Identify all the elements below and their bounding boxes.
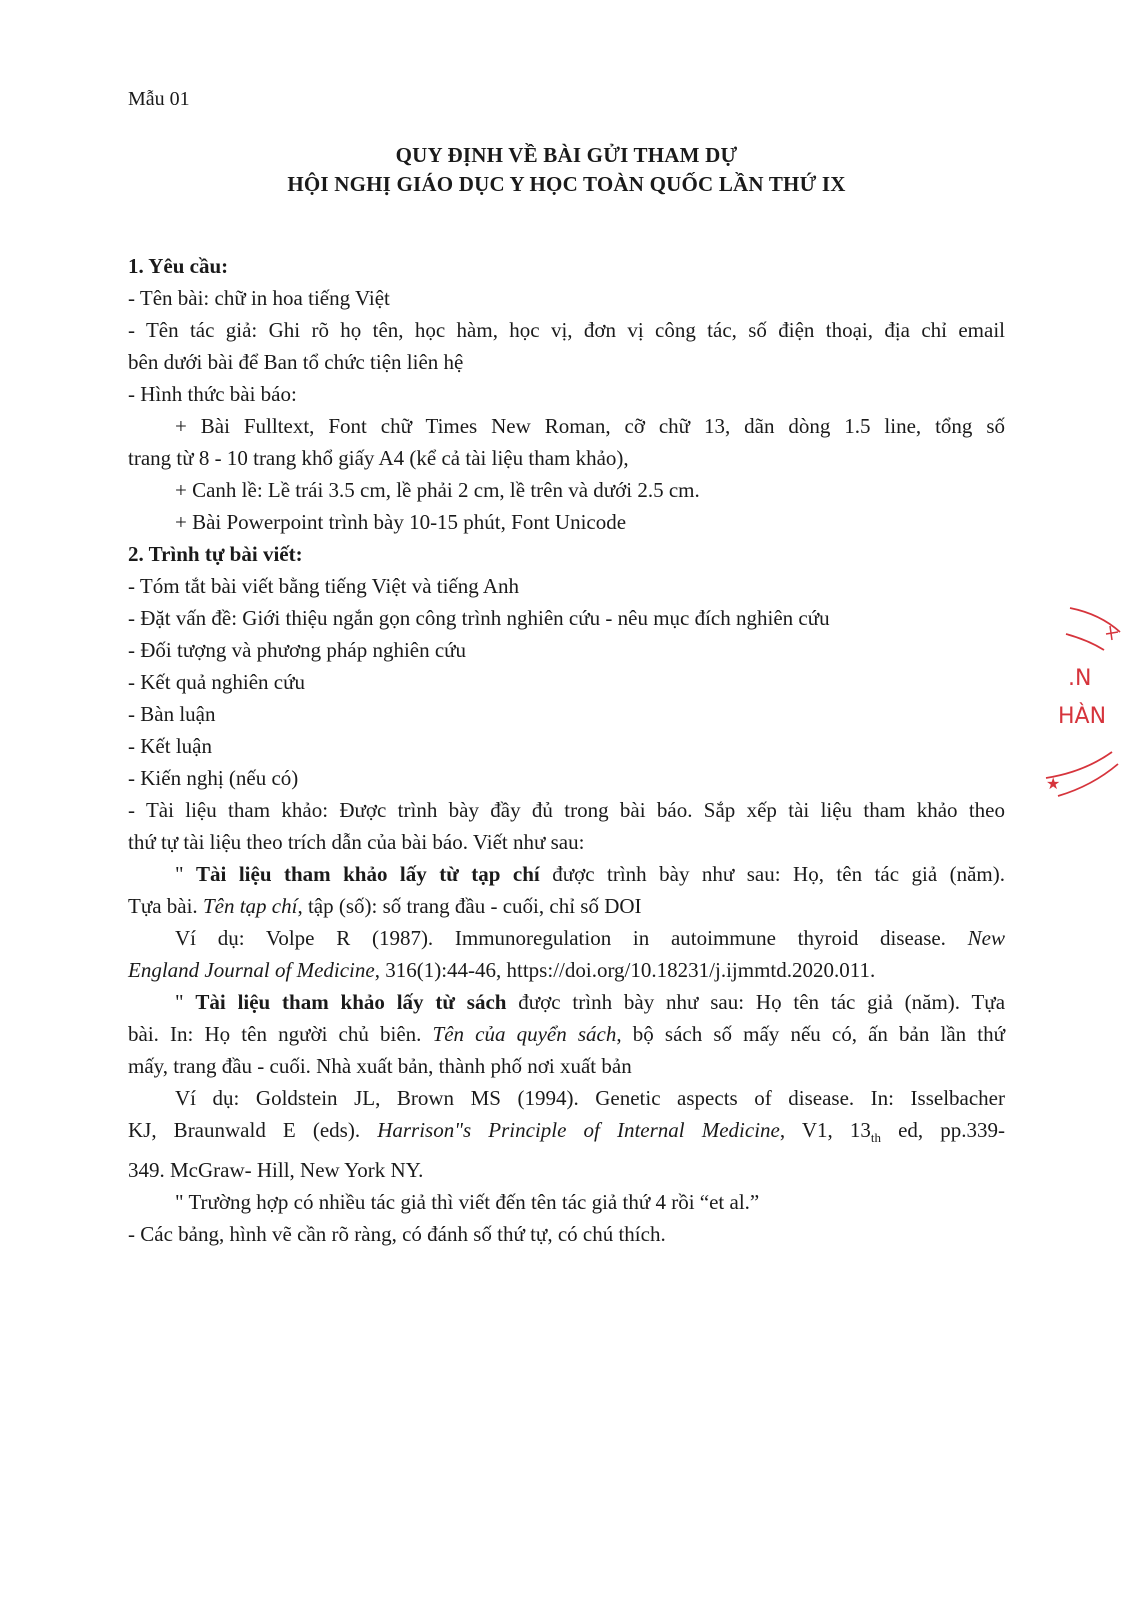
book-rule-quote: "	[175, 990, 196, 1014]
stamp-text-2: HÀN	[1058, 704, 1107, 729]
journal-example-italic2: England Journal of Medicine	[128, 958, 375, 982]
order-results: - Kết quả nghiên cứu	[128, 670, 305, 694]
order-methods: - Đối tượng và phương pháp nghiên cứu	[128, 638, 467, 662]
book-example-cont	[128, 1114, 1005, 1154]
requirement-title: - Tên bài: chữ in hoa tiếng Việt	[128, 286, 390, 310]
stamp-text-1: .N	[1068, 666, 1092, 691]
journal-example-text: Ví dụ: Volpe R (1987). Immunoregulation in autoimmune thyroid disease.	[175, 926, 968, 950]
journal-example-italic: New	[967, 926, 1005, 950]
journal-rule-text2: Tựa bài.	[128, 894, 203, 918]
book-rule-cont	[128, 1018, 1005, 1050]
order-conclusion: - Kết luận	[128, 734, 212, 758]
book-rule-cont2: mấy, trang đầu - cuối. Nhà xuất bản, thành phố nơi xuất bản	[128, 1054, 632, 1078]
red-stamp-fragment	[1040, 600, 1133, 810]
book-example-text: KJ, Braunwald E (eds).	[128, 1118, 378, 1142]
order-discussion: - Bàn luận	[128, 702, 216, 726]
section1-heading: 1. Yêu cầu:	[128, 254, 229, 278]
order-abstract: - Tóm tắt bài viết bằng tiếng Việt và tiếng Anh	[128, 574, 520, 598]
section2-heading: 2. Trình tự bài viết:	[128, 542, 303, 566]
book-example-cont2: 349. McGraw- Hill, New York NY.	[128, 1158, 424, 1183]
book-rule-text: được trình bày như sau: Họ tên tác giả (năm). Tựa	[506, 990, 1006, 1014]
book-rule	[128, 986, 1005, 1018]
journal-rule-bold: Tài liệu tham khảo lấy từ tạp chí	[196, 862, 540, 886]
requirement-format: - Hình thức bài báo:	[128, 382, 297, 406]
journal-rule-text: được trình bày như sau: Họ, tên tác giả (năm).	[539, 862, 1005, 886]
journal-rule-cont	[128, 890, 1005, 922]
star-icon: ★	[1046, 774, 1061, 793]
tables-rule: - Các bảng, hình vẽ cần rõ ràng, có đánh số thứ tự, có chú thích.	[128, 1222, 666, 1247]
order-references-cont: thứ tự tài liệu theo trích dẫn của bài báo. Viết như sau:	[128, 830, 585, 854]
document-title-line1: QUY ĐỊNH VỀ BÀI GỬI THAM DỰ	[395, 143, 738, 167]
multi-author-rule: " Trường hợp có nhiều tác giả thì viết đến tên tác giả thứ 4 rồi “et al.”	[175, 1190, 760, 1215]
format-fulltext-cont: trang từ 8 - 10 trang khổ giấy A4 (kể cả tài liệu tham khảo),	[128, 446, 629, 470]
book-rule-bold: Tài liệu tham khảo lấy từ sách	[195, 990, 507, 1014]
order-references: - Tài liệu tham khảo: Được trình bày đầy đủ trong bài báo. Sắp xếp tài liệu tham khảo theo	[128, 798, 1005, 822]
journal-rule	[128, 858, 1005, 890]
format-fulltext: + Bài Fulltext, Font chữ Times New Roman, cỡ chữ 13, dãn dòng 1.5 line, tổng số	[175, 414, 1005, 438]
requirement-author: - Tên tác giả: Ghi rõ họ tên, học hàm, học vị, đơn vị công tác, số điện thoại, địa chỉ email	[128, 318, 1005, 342]
format-powerpoint: + Bài Powerpoint trình bày 10-15 phút, Font Unicode	[175, 510, 627, 534]
order-recommendation: - Kiến nghị (nếu có)	[128, 766, 299, 790]
order-introduction: - Đặt vấn đề: Giới thiệu ngắn gọn công trình nghiên cứu - nêu mục đích nghiên cứu	[128, 606, 830, 630]
journal-rule-text3: , tập (số): số trang đầu - cuối, chỉ số DOI	[297, 894, 642, 918]
document-body	[128, 250, 1005, 1250]
requirement-author-cont: bên dưới bài để Ban tổ chức tiện liên hệ	[128, 350, 464, 374]
book-example-sub: th	[870, 1130, 881, 1146]
journal-example	[128, 922, 1005, 954]
book-example: Ví dụ: Goldstein JL, Brown MS (1994). Genetic aspects of disease. In: Isselbacher	[175, 1086, 1005, 1110]
journal-rule-italic: Tên tạp chí	[202, 894, 298, 918]
document-title-line2: HỘI NGHỊ GIÁO DỤC Y HỌC TOÀN QUỐC LẦN THỨ IX	[287, 172, 846, 196]
book-example-italic: Harrison"s Principle of Internal Medicine	[377, 1118, 780, 1142]
format-margins: + Canh lề: Lề trái 3.5 cm, lề phải 2 cm, lề trên và dưới 2.5 cm.	[175, 478, 700, 502]
book-rule-text2: bài. In: Họ tên người chủ biên.	[128, 1022, 433, 1046]
book-example-text2: , V1, 13	[779, 1118, 871, 1142]
book-rule-text3: , bộ sách số mấy nếu có, ấn bản lần thứ	[616, 1022, 1005, 1046]
book-rule-italic: Tên của quyển sách	[432, 1022, 617, 1046]
book-example-text3: ed, pp.339-	[880, 1118, 1005, 1142]
journal-rule-quote: "	[175, 862, 197, 886]
journal-example-text2: , 316(1):44-46, https://doi.org/10.18231/j.ijmmtd.2020.011.	[374, 958, 876, 982]
journal-example-cont	[128, 954, 1005, 986]
form-label: Mẫu 01	[128, 88, 190, 110]
